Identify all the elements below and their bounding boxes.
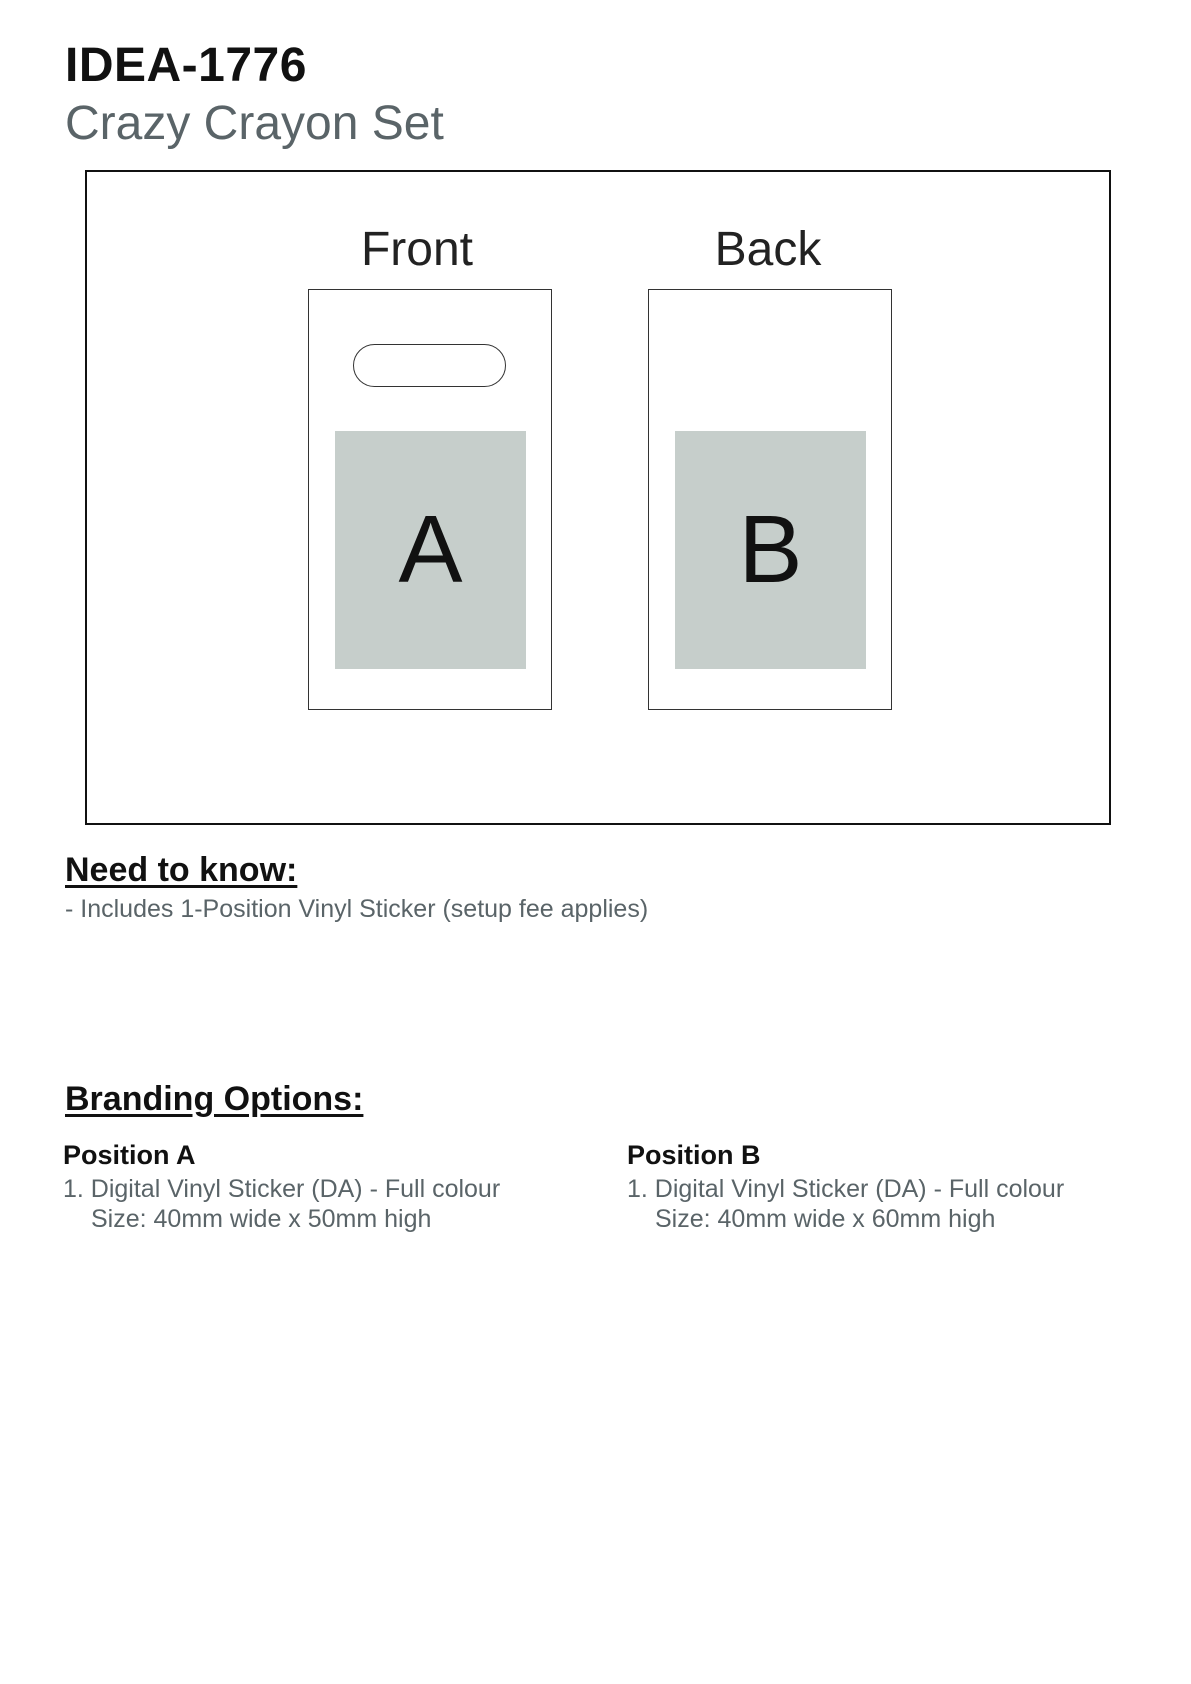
front-view-label: Front: [360, 223, 474, 276]
product-name: Crazy Crayon Set: [65, 97, 444, 150]
need-to-know-item: - Includes 1-Position Vinyl Sticker (setup fee applies): [65, 895, 649, 923]
position-b-title: Position B: [627, 1140, 761, 1170]
position-a-size: Size: 40mm wide x 50mm high: [91, 1205, 432, 1233]
position-b-size: Size: 40mm wide x 60mm high: [655, 1205, 996, 1233]
position-a-title: Position A: [63, 1140, 196, 1170]
print-area-b-label: B: [738, 496, 803, 603]
product-diagram: [85, 170, 1111, 825]
position-b-details: [627, 1142, 1127, 1234]
branding-options-heading: Branding Options:: [65, 1080, 364, 1118]
back-view-label: Back: [714, 223, 822, 276]
print-area-a: [335, 431, 526, 669]
hang-hole: [353, 344, 506, 387]
print-area-a-label: A: [398, 496, 463, 603]
position-a-details: [63, 1142, 563, 1234]
print-area-b: [675, 431, 866, 669]
back-panel: [648, 289, 892, 710]
position-b-method: 1. Digital Vinyl Sticker (DA) - Full colour: [627, 1175, 1065, 1203]
need-to-know-heading: Need to know:: [65, 851, 298, 889]
position-a-method: 1. Digital Vinyl Sticker (DA) - Full colour: [63, 1175, 501, 1203]
front-panel: [308, 289, 552, 710]
product-code: IDEA-1776: [65, 39, 307, 92]
